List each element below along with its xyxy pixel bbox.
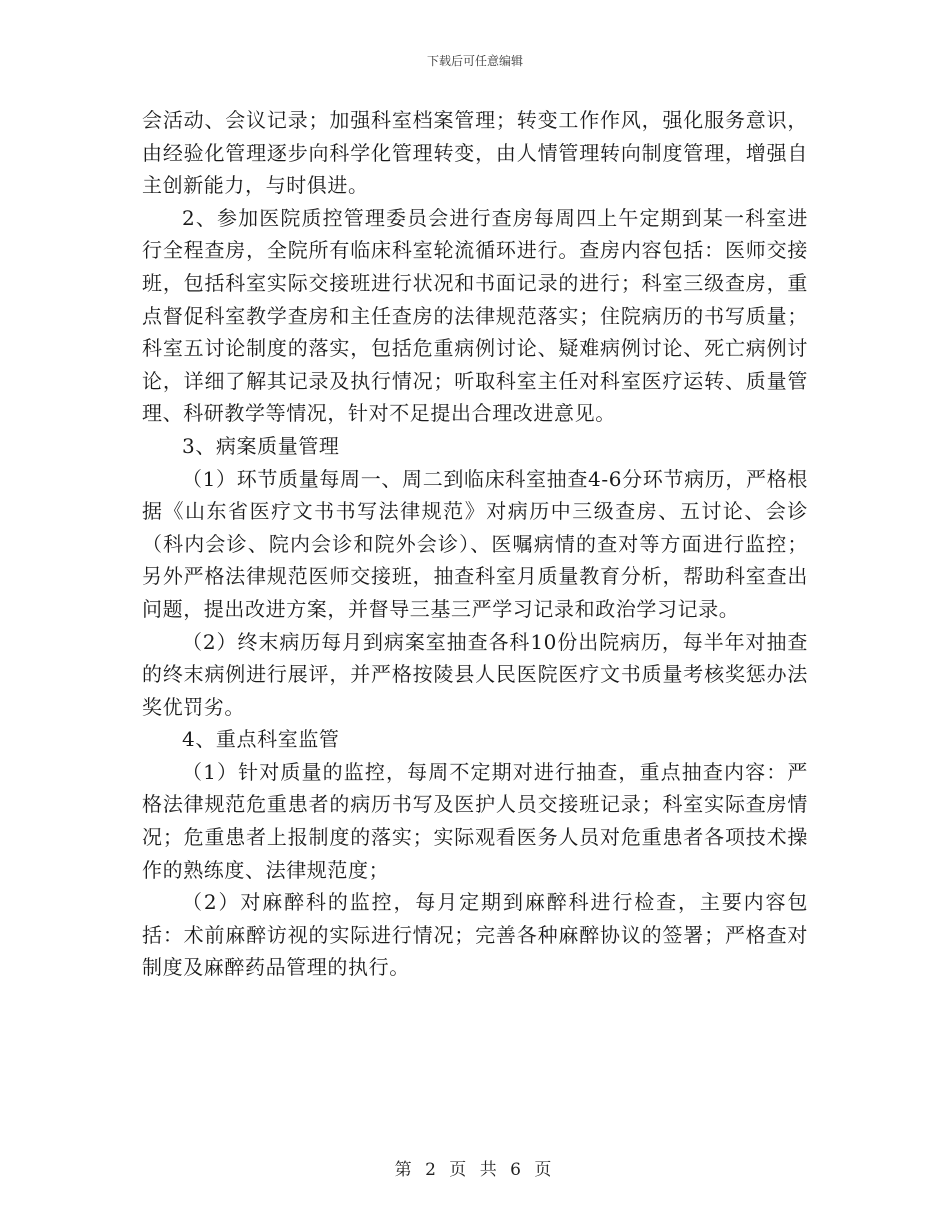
section-heading-4: 4、重点科室监管 bbox=[182, 727, 340, 752]
paragraph-1: 会活动、会议记录；加强科室档案管理；转变工作作风，强化服务意识，由经验化管理逐步向科学化管理转变，由人情管理转向制度管理，增强自主创新能力，与时俱进。 bbox=[142, 108, 808, 198]
document-body bbox=[142, 104, 808, 984]
page-footer: 第 2 页 共 6 页 bbox=[394, 1160, 556, 1180]
section-heading-3: 3、病案质量管理 bbox=[182, 433, 340, 458]
page-header: 下载后可任意编辑 bbox=[426, 54, 523, 68]
paragraph-2: 2、参加医院质控管理委员会进行查房每周四上午定期到某一科室进行全程查房，全院所有临床科室轮流循环进行。查房内容包括：医师交接班，包括科室实际交接班进行状况和书面记录的进行；科室三级查房，重点督促科室教学查房和主任查房的法律规范落实；住院病历的书写质量；科室五讨论制度的落实，包括危重病例讨论、疑难病例讨论、死亡病例讨论，详细了解其记录及执行情况；听取科室主任对科室医疗运转、质量管理、科研教学等情况，针对不足提出合理改进意见。 bbox=[142, 205, 808, 426]
paragraph-4-2: （2）对麻醉科的监控，每月定期到麻醉科进行检查，主要内容包括：术前麻醉访视的实际进行情况；完善各种麻醉协议的签署；严格查对制度及麻醉药品管理的执行。 bbox=[142, 890, 808, 980]
paragraph-4-1: （1）针对质量的监控，每周不定期对进行抽查，重点抽查内容：严格法律规范危重患者的病历书写及医护人员交接班记录；科室实际查房情况；危重患者上报制度的落实；实际观看医务人员对危重患者各项技术操作的熟练度、法律规范度； bbox=[142, 759, 808, 882]
paragraph-3-1: （1）环节质量每周一、周二到临床科室抽查4-6分环节病历，严格根据《山东省医疗文书书写法律规范》对病历中三级查房、五讨论、会诊（科内会诊、院内会诊和院外会诊）、医嘱病情的查对等方面进行监控；另外严格法律规范医师交接班，抽查科室月质量教育分析，帮助科室查出问题，提出改进方案，并督导三基三严学习记录和政治学习记录。 bbox=[142, 466, 808, 621]
paragraph-3-2: （2）终末病历每月到病案室抽查各科10份出院病历，每半年对抽查的终末病例进行展评，并严格按陵县人民医院医疗文书质量考核奖惩办法奖优罚劣。 bbox=[142, 629, 808, 719]
